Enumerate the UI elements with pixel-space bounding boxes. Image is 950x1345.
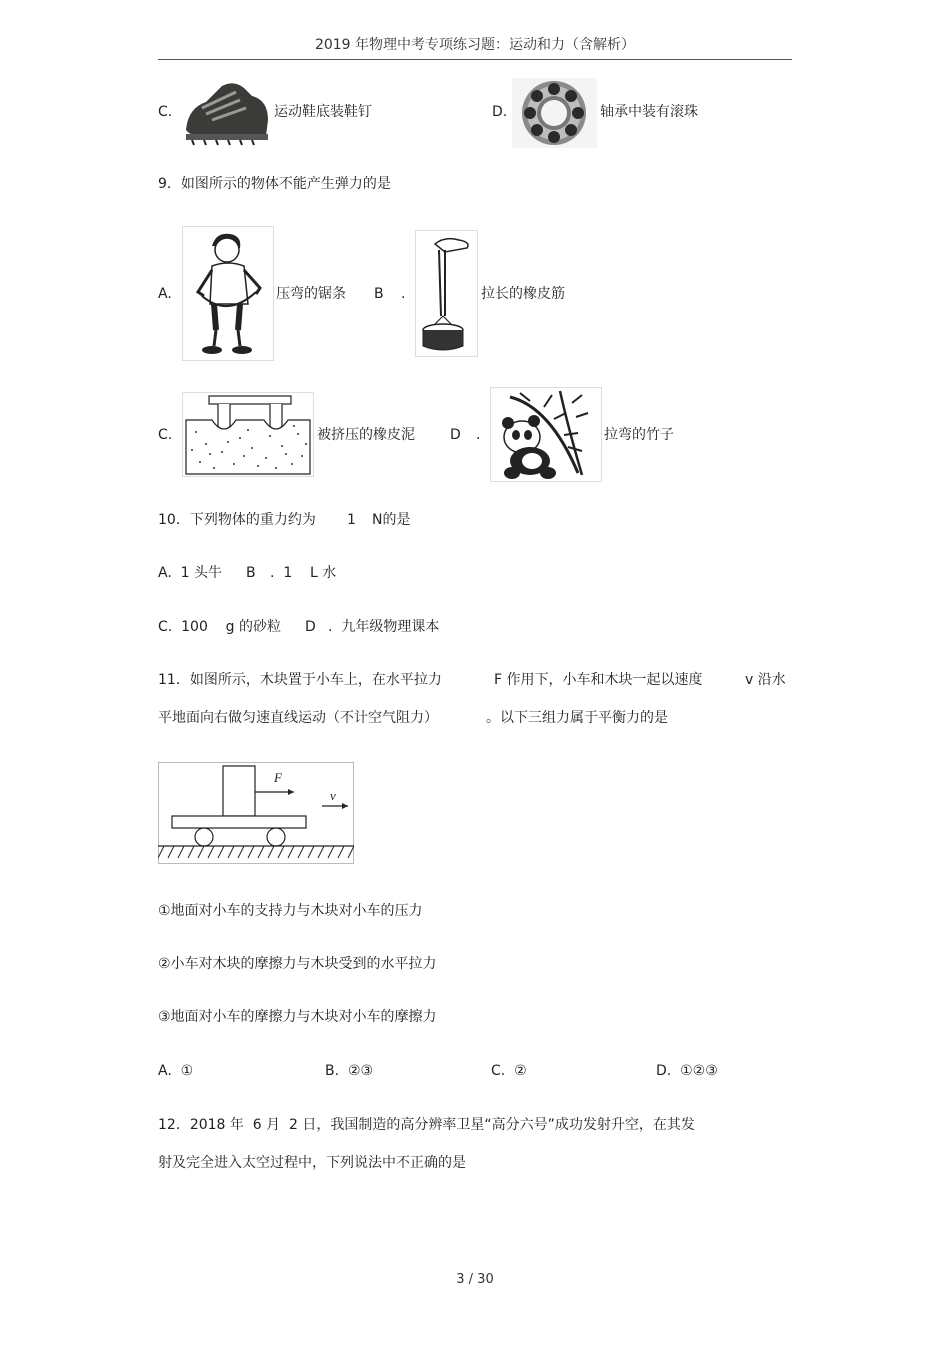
q10-option-d-label: D bbox=[305, 619, 316, 635]
q11-line1-part2: F 作用下，小车和木块一起以速度 bbox=[494, 672, 703, 688]
panda-bending-bamboo-image bbox=[490, 387, 602, 482]
block-on-cart-figure bbox=[158, 762, 354, 864]
figure-label-f: F bbox=[274, 770, 282, 785]
q8-option-d-label: D. bbox=[492, 104, 508, 120]
q10-option-d-text: . 九年级物理课本 bbox=[328, 619, 440, 635]
q9-option-d-label: D bbox=[450, 427, 461, 443]
q9-option-c-text: 被挤压的橡皮泥 bbox=[317, 427, 415, 443]
spiked-shoe-image bbox=[182, 78, 272, 148]
q10-option-b-text: . 1 L 水 bbox=[270, 565, 337, 581]
q9-stem: 9．如图所示的物体不能产生弹力的是 bbox=[158, 176, 391, 192]
figure-label-v: v bbox=[330, 788, 336, 803]
q9-option-a-label: A. bbox=[158, 286, 172, 302]
q8-option-c-text: 运动鞋底装鞋钉 bbox=[274, 104, 372, 120]
q10-option-a: A. 1 头牛 bbox=[158, 565, 223, 581]
q11-statement-3: ③地面对小车的摩擦力与木块对小车的摩擦力 bbox=[158, 1009, 437, 1025]
q9-option-b-dot: . bbox=[401, 286, 406, 302]
q9-option-a-text: 压弯的锯条 bbox=[276, 286, 346, 302]
q10-stem-part3: N的是 bbox=[372, 512, 411, 528]
q12-line2: 射及完全进入太空过程中，下列说法中不正确的是 bbox=[158, 1155, 466, 1171]
q11-line1-part1: 11．如图所示，木块置于小车上，在水平拉力 bbox=[158, 672, 442, 688]
q11-statement-1: ①地面对小车的支持力与木块对小车的压力 bbox=[158, 903, 423, 919]
stretched-rubber-band-image bbox=[415, 230, 478, 357]
ball-bearing-image bbox=[512, 78, 597, 148]
boy-bending-saw-image bbox=[182, 226, 274, 361]
q9-option-b-text: 拉长的橡皮筋 bbox=[481, 286, 565, 302]
q9-option-b-label: B bbox=[374, 286, 384, 302]
q10-option-b-label: B bbox=[246, 565, 256, 581]
q11-option-b: B. ②③ bbox=[325, 1063, 374, 1079]
q11-option-a: A. ① bbox=[158, 1063, 194, 1079]
q8-option-d-text: 轴承中装有滚珠 bbox=[600, 104, 698, 120]
q9-option-d-dot: . bbox=[476, 427, 481, 443]
page-header-title: 2019 年物理中考专项练习题：运动和力（含解析） bbox=[314, 37, 636, 53]
q11-statement-2: ②小车对木块的摩擦力与木块受到的水平拉力 bbox=[158, 956, 437, 972]
q10-option-c: C. 100 g 的砂粒 bbox=[158, 619, 281, 635]
q11-option-c: C. ② bbox=[491, 1063, 527, 1079]
q10-stem-part2: 1 bbox=[347, 512, 356, 528]
q11-line2-part2: 。以下三组力属于平衡力的是 bbox=[486, 710, 668, 726]
page-number: 3 / 30 bbox=[456, 1272, 494, 1287]
q8-option-c-label: C. bbox=[158, 104, 173, 120]
q10-stem-part1: 10．下列物体的重力约为 bbox=[158, 512, 316, 528]
q9-option-c-label: C. bbox=[158, 427, 173, 443]
q11-line1-part3: v 沿水 bbox=[745, 672, 786, 688]
header-divider bbox=[158, 59, 792, 60]
q11-line2-part1: 平地面向右做匀速直线运动（不计空气阻力） bbox=[158, 710, 438, 726]
q11-option-d: D. ①②③ bbox=[656, 1063, 718, 1079]
squeezed-plasticine-image bbox=[182, 392, 314, 477]
q12-line1: 12．2018 年 6 月 2 日，我国制造的高分辨率卫星“高分六号”成功发射升空，在其发 bbox=[158, 1117, 695, 1133]
q9-option-d-text: 拉弯的竹子 bbox=[604, 427, 674, 443]
